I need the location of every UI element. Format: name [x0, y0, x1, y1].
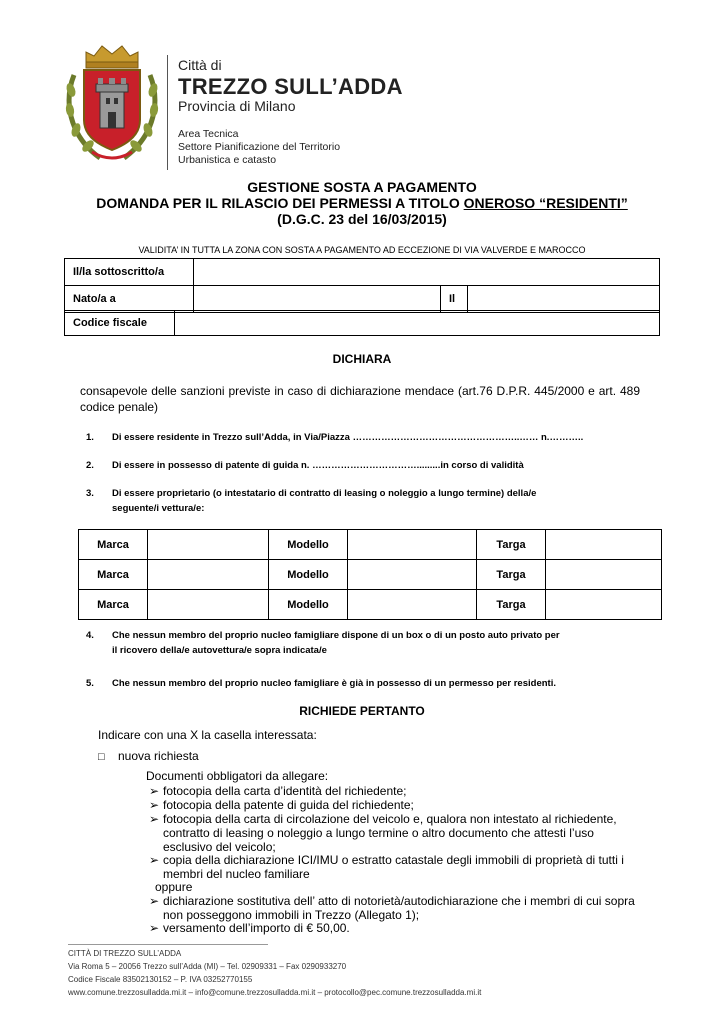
dept-line: Settore Pianificazione del Territorio	[178, 141, 341, 153]
tax-code-field[interactable]	[175, 311, 660, 336]
bullet-arrow-icon: ➢	[149, 853, 160, 867]
doc-item: ➢ fotocopia della carta di circolazione del veicolo e, qualora non intestato al richiedente, contratto di leasing o noleggio a lungo termine o altro documento che attesti l’uso esclusivo del veicolo;	[149, 812, 617, 854]
tax-code-form	[64, 310, 660, 336]
declares-intro: consapevole delle sanzioni previste in caso di dichiarazione mendace (art.76 D.P.R. 445/2000 e art. 489 codice penale)	[80, 384, 640, 414]
born-place-field[interactable]	[194, 286, 441, 313]
plate-label: Targa	[477, 560, 546, 590]
declares-heading: DICHIARA	[332, 352, 392, 366]
new-request-label: nuova richiesta	[118, 749, 199, 763]
header-divider	[167, 55, 168, 170]
bullet-arrow-icon: ➢	[149, 921, 160, 935]
doc-title-line1: GESTIONE SOSTA A PAGAMENTO	[247, 179, 477, 195]
dept-line: Urbanistica e catasto	[178, 154, 277, 166]
dept-line: Area Tecnica	[178, 128, 239, 140]
footer-line: Via Roma 5 – 20056 Trezzo sull’Adda (MI) – Tel. 02909331 – Fax 0290933270	[68, 962, 347, 971]
bullet-arrow-icon: ➢	[149, 812, 160, 826]
doc-title-line3: (D.G.C. 23 del 16/03/2015)	[277, 211, 447, 227]
brand-field[interactable]	[148, 560, 269, 590]
brand-label: Marca	[79, 530, 148, 560]
city-name: TREZZO SULL’ADDA	[178, 74, 403, 99]
signatory-field[interactable]	[194, 259, 660, 286]
brand-field[interactable]	[148, 530, 269, 560]
brand-field[interactable]	[148, 590, 269, 620]
plate-field[interactable]	[546, 560, 662, 590]
doc-item: ➢ copia della dichiarazione ICI/IMU o estratto catastale degli immobili di proprietà di tutti i membri del nucleo familiare	[149, 853, 624, 881]
or-label: oppure	[155, 880, 193, 894]
footer-line: www.comune.trezzosulladda.mi.it – info@comune.trezzosulladda.mi.it – protocollo@pec.comune.trezzosulladda.mi.it	[68, 988, 482, 997]
model-label: Modello	[269, 590, 348, 620]
bullet-arrow-icon: ➢	[149, 894, 160, 908]
footer-line: Codice Fiscale 83502130152 – P. IVA 03252770155	[68, 975, 253, 984]
model-label: Modello	[269, 530, 348, 560]
doc-item: ➢ versamento dell’importo di € 50,00.	[149, 921, 350, 935]
bullet-arrow-icon: ➢	[149, 784, 160, 798]
brand-label: Marca	[79, 590, 148, 620]
city-prefix: Città di	[178, 57, 222, 73]
signatory-label: Il/la sottoscritto/a	[65, 259, 194, 286]
vehicle-row	[79, 530, 662, 560]
identity-form	[64, 258, 660, 313]
model-field[interactable]	[348, 530, 477, 560]
plate-label: Targa	[477, 530, 546, 560]
doc-item: ➢ dichiarazione sostitutiva dell’ atto di notorietà/autodichiarazione che i membri di cui sopra non posseggono immobili in Trezzo (Allegato 1);	[149, 894, 635, 922]
checkbox-icon[interactable]: □	[98, 751, 105, 763]
tax-code-label: Codice fiscale	[65, 311, 175, 336]
doc-title-line2: DOMANDA PER IL RILASCIO DEI PERMESSI A TITOLO ONEROSO “RESIDENTI”	[96, 195, 628, 211]
vehicle-row	[79, 590, 662, 620]
footer-divider	[68, 944, 268, 945]
vehicle-row	[79, 560, 662, 590]
requests-instruction: Indicare con una X la casella interessata:	[98, 728, 317, 742]
vehicles-table	[78, 529, 662, 620]
doc-item: ➢ fotocopia della carta d’identità del richiedente;	[149, 784, 407, 798]
plate-field[interactable]	[546, 590, 662, 620]
requests-heading: RICHIEDE PERTANTO	[299, 704, 425, 718]
doc-item: ➢ fotocopia della patente di guida del richiedente;	[149, 798, 414, 812]
footer-line: CITTÀ DI TREZZO SULL’ADDA	[68, 949, 182, 958]
birth-date-field[interactable]	[468, 286, 660, 313]
plate-label: Targa	[477, 590, 546, 620]
born-label: Nato/a a	[65, 286, 194, 313]
model-field[interactable]	[348, 560, 477, 590]
validity-note: VALIDITA’ IN TUTTA LA ZONA CON SOSTA A PAGAMENTO AD ECCEZIONE DI VIA VALVERDE E MAROCCO	[138, 245, 586, 255]
bullet-arrow-icon: ➢	[149, 798, 160, 812]
model-field[interactable]	[348, 590, 477, 620]
birth-date-label: Il	[441, 286, 468, 313]
model-label: Modello	[269, 560, 348, 590]
docs-heading: Documenti obbligatori da allegare:	[146, 769, 329, 783]
city-crest-logo	[62, 40, 162, 165]
brand-label: Marca	[79, 560, 148, 590]
plate-field[interactable]	[546, 530, 662, 560]
new-request-option[interactable]	[98, 749, 199, 763]
province: Provincia di Milano	[178, 98, 296, 114]
